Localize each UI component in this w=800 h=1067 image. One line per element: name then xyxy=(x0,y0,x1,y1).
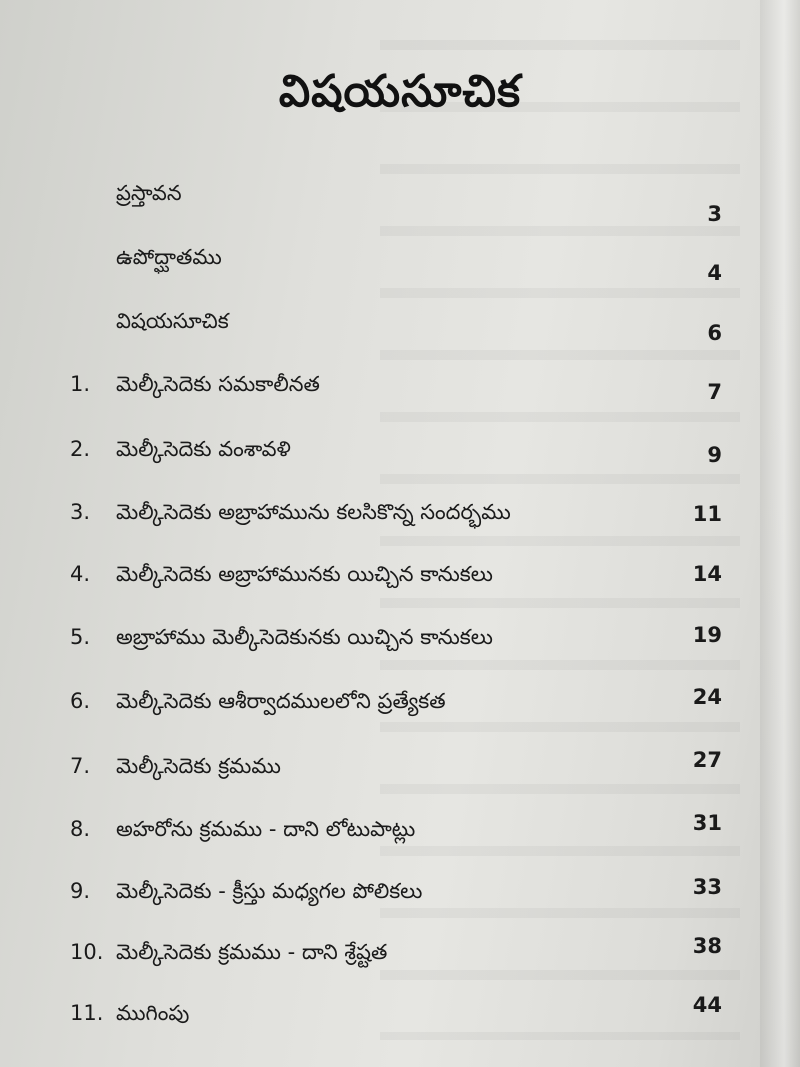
toc-number: 11. xyxy=(70,1001,104,1025)
toc-entry xyxy=(70,494,740,530)
toc-label: మెల్కీసెదెకు ఆశీర్వాదములలోని ప్రత్యేకత xyxy=(116,689,446,713)
toc-number: 8. xyxy=(70,817,91,841)
page-edge xyxy=(760,0,800,1067)
toc-number: 2. xyxy=(70,437,91,461)
toc-entry-page xyxy=(70,255,740,291)
toc-page: 9 xyxy=(707,443,722,467)
toc-label: ఉపోద్ఘాతము xyxy=(116,245,222,269)
toc-label: మెల్కీసెదెకు క్రమము xyxy=(116,754,281,778)
toc-number: 6. xyxy=(70,689,91,713)
toc-entry xyxy=(70,748,740,784)
toc-entry xyxy=(70,556,740,592)
toc-entry xyxy=(70,995,740,1031)
toc-label: ముగింపు xyxy=(116,1001,190,1025)
toc-page: 38 xyxy=(692,934,722,958)
toc-number: 7. xyxy=(70,754,91,778)
toc-label: మెల్కీసెదెకు సమకాలీనత xyxy=(116,372,320,396)
toc-entry xyxy=(70,683,740,719)
toc-entry xyxy=(70,811,740,847)
toc-number: 4. xyxy=(70,562,91,586)
toc-entry xyxy=(70,873,740,909)
toc-page: 14 xyxy=(692,562,722,586)
toc-page: 33 xyxy=(692,875,722,899)
toc-page: 24 xyxy=(692,685,722,709)
toc-entry xyxy=(70,619,740,655)
toc-number: 10. xyxy=(70,940,104,964)
toc-page: 11 xyxy=(692,502,722,526)
toc-label: ప్రస్తావన xyxy=(116,181,182,205)
toc-label: అబ్రాహాము మెల్కీసెదెకునకు యిచ్చిన కానుకలు xyxy=(116,625,493,649)
toc-page: 44 xyxy=(692,993,722,1017)
toc-page: 27 xyxy=(692,748,722,772)
toc-page: 7 xyxy=(707,380,722,404)
toc-label: మెల్కీసెదెకు వంశావళి xyxy=(116,437,291,461)
toc-entry-page xyxy=(70,196,740,232)
toc-number: 5. xyxy=(70,625,91,649)
toc-number: 3. xyxy=(70,500,91,524)
toc-label: మెల్కీసెదెకు అబ్రాహామును కలసికొన్న సందర్భము xyxy=(116,500,511,524)
toc-entry xyxy=(70,366,740,402)
toc-page: 19 xyxy=(692,623,722,647)
toc-label: మెల్కీసెదెకు క్రమము - దాని శ్రేష్టత xyxy=(116,940,388,964)
toc-page: 3 xyxy=(707,202,722,226)
toc-entry xyxy=(70,934,740,970)
toc-label: మెల్కీసెదెకు - క్రీస్తు మధ్యగల పోలికలు xyxy=(116,879,423,903)
page-title: విషయసూచిక xyxy=(278,66,522,117)
toc-label: విషయసూచిక xyxy=(116,309,229,333)
toc-number: 1. xyxy=(70,372,91,396)
toc-entry xyxy=(70,431,740,467)
toc-entry-page xyxy=(70,315,740,351)
toc-page: 4 xyxy=(707,261,722,285)
toc-page: 31 xyxy=(692,811,722,835)
toc-page: 6 xyxy=(707,321,722,345)
toc-number: 9. xyxy=(70,879,91,903)
toc-label: అహరోను క్రమము - దాని లోటుపాట్లు xyxy=(116,817,416,841)
toc-label: మెల్కీసెదెకు అబ్రాహామునకు యిచ్చిన కానుకలు xyxy=(116,562,493,586)
